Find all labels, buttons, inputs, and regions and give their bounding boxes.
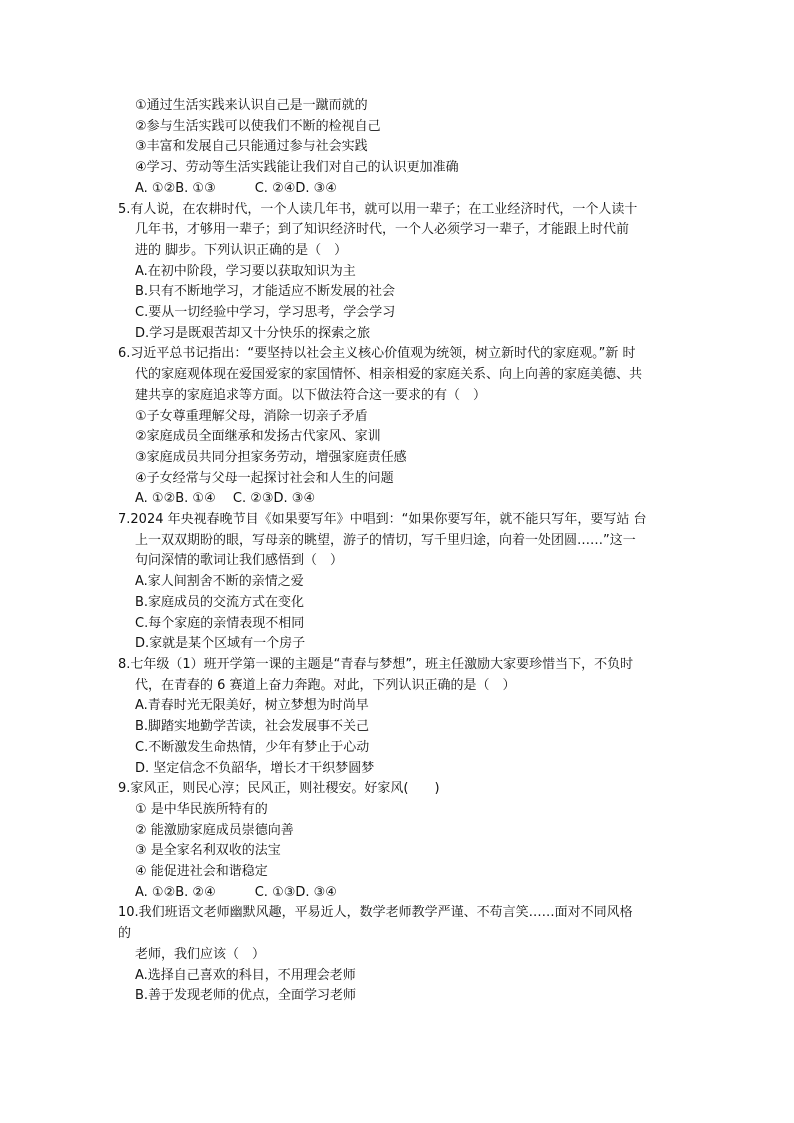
answer-choices: A. ①②B. ①③ C. ②④D. ③④ bbox=[135, 180, 337, 196]
statement-item: ④ 能促进社会和谐稳定 bbox=[135, 864, 268, 880]
statement-item: ②家庭成员全面继承和发扬古代家风、家训 bbox=[135, 429, 381, 445]
answer-option: B.脚踏实地勤学苦读，社会发展事不关己 bbox=[135, 719, 370, 735]
question-4-tail bbox=[118, 96, 680, 200]
answer-option: B.只有不断地学习，才能适应不断发展的社会 bbox=[135, 284, 396, 300]
answer-choices: A. ①②B. ①④ C. ②③D. ③④ bbox=[135, 491, 316, 507]
statement-item: ④学习、劳动等生活实践能让我们对自己的认识更加准确 bbox=[135, 160, 459, 176]
answer-option: C.要从一切经验中学习，学习思考，学会学习 bbox=[135, 305, 396, 321]
answer-option: A.选择自己喜欢的科目，不用理会老师 bbox=[135, 967, 356, 983]
question-stem: 几年书，才够用一辈子；到了知识经济时代，一个人必须学习一辈子，才能跟上时代前 bbox=[135, 222, 630, 238]
question-stem: 上一双双期盼的眼，写母亲的眺望，游子的情切，写千里归途，向着一处团圆……”这一 bbox=[135, 532, 636, 548]
answer-option: A.家人间割舍不断的亲情之爱 bbox=[135, 574, 304, 590]
statement-item: ④子女经常与父母一起探讨社会和人生的问题 bbox=[135, 470, 394, 486]
question-10 bbox=[118, 903, 680, 1007]
statement-item: ①子女尊重理解父母，消除一切亲子矛盾 bbox=[135, 408, 368, 424]
question-6 bbox=[118, 344, 680, 510]
question-stem: 代，在青春的 6 赛道上奋力奔跑。对此，下列认识正确的是（ ） bbox=[135, 677, 516, 693]
question-stem: 老师，我们应该（ ） bbox=[135, 946, 266, 962]
question-stem: 8.七年级（1）班开学第一课的主题是“青春与梦想”，班主任激励大家要珍惜当下，不负时 bbox=[118, 656, 634, 672]
question-stem: 10.我们班语文老师幽默风趣，平易近人，数学老师教学严谨、不苟言笑……面对不同风格 bbox=[118, 905, 633, 921]
question-stem: 5.有人说，在农耕时代，一个人读几年书，就可以用一辈子；在工业经济时代，一个人读十 bbox=[118, 201, 638, 217]
statement-item: ① 是中华民族所特有的 bbox=[135, 801, 268, 817]
answer-option: D.学习是既艰苦却又十分快乐的探索之旅 bbox=[135, 325, 371, 341]
question-stem: 6.习近平总书记指出：“要坚持以社会主义核心价值观为统领，树立新时代的家庭观。”新 时 bbox=[118, 346, 636, 362]
question-7 bbox=[118, 510, 680, 655]
question-stem: 进的 脚步。下列认识正确的是（ ） bbox=[135, 242, 348, 258]
answer-option: D. 坚定信念不负韶华，增长才干织梦圆梦 bbox=[135, 760, 375, 776]
question-stem: 7.2024 年央视春晚节目《如果要写年》中唱到：“如果你要写年，就不能只写年，要写站 台 bbox=[118, 512, 647, 528]
answer-option: A.青春时光无限美好，树立梦想为时尚早 bbox=[135, 698, 369, 714]
answer-option: A.在初中阶段，学习要以获取知识为主 bbox=[135, 263, 356, 279]
exam-page bbox=[118, 96, 680, 1007]
answer-option: C.不断激发生命热情，少年有梦止于心动 bbox=[135, 739, 370, 755]
answer-choices: A. ①②B. ②④ C. ①③D. ③④ bbox=[135, 884, 337, 900]
question-stem: 9.家风正，则民心淳；民风正，则社稷安。好家风( ) bbox=[118, 781, 440, 797]
question-stem: 代的家庭观体现在爱国爱家的家国情怀、相亲相爱的家庭关系、向上向善的家庭美德、共 bbox=[135, 367, 643, 383]
question-stem: 的 bbox=[118, 926, 132, 942]
statement-item: ③家庭成员共同分担家务劳动，增强家庭责任感 bbox=[135, 449, 407, 465]
question-8 bbox=[118, 655, 680, 779]
answer-option: C.每个家庭的亲情表现不相同 bbox=[135, 615, 305, 631]
statement-item: ③丰富和发展自己只能通过参与社会实践 bbox=[135, 139, 368, 155]
question-5 bbox=[118, 200, 680, 345]
question-stem: 建共享的家庭追求等方面。以下做法符合这一要求的有（ ） bbox=[135, 387, 487, 403]
answer-option: D.家就是某个区域有一个房子 bbox=[135, 636, 306, 652]
statement-item: ②参与生活实践可以使我们不断的检视自己 bbox=[135, 118, 381, 134]
statement-item: ③ 是全家名利双收的法宝 bbox=[135, 843, 281, 859]
answer-option: B.善于发现老师的优点，全面学习老师 bbox=[135, 988, 357, 1004]
statement-item: ② 能激励家庭成员崇德向善 bbox=[135, 822, 294, 838]
question-stem: 句问深情的歌词让我们感悟到（ ） bbox=[135, 553, 344, 569]
question-9 bbox=[118, 779, 680, 903]
statement-item: ①通过生活实践来认识自己是一蹴而就的 bbox=[135, 98, 368, 113]
answer-option: B.家庭成员的交流方式在变化 bbox=[135, 594, 305, 610]
